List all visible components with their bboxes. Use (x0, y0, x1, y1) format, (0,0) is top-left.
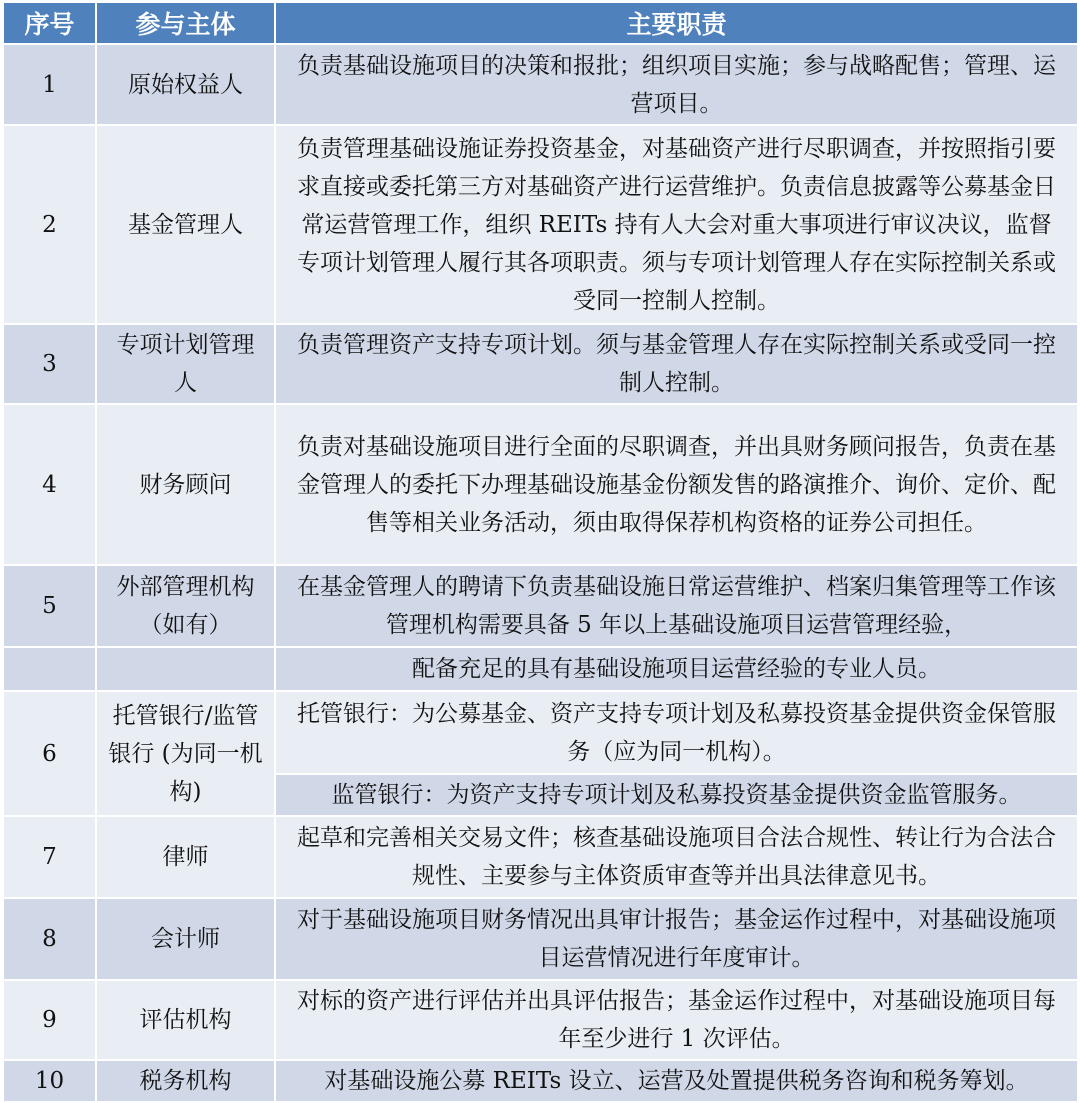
header-entity: 参与主体 (96, 2, 275, 44)
header-duty: 主要职责 (275, 2, 1078, 44)
row-duty: 负责对基础设施项目进行全面的尽职调查，并出具财务顾问报告，负责在基金管理人的委托下办理基础设施基金份额发售的路演推介、询价、定价、配售等相关业务活动，须由取得保荐机构资格的证券公司担任。 (275, 404, 1078, 565)
row-duty: 对基础设施公募 REITs 设立、运营及处置提供税务咨询和税务筹划。 (275, 1060, 1078, 1102)
table-row (3, 565, 1078, 647)
row-entity: 会计师 (96, 898, 275, 980)
row-entity: 基金管理人 (96, 125, 275, 324)
row-duty: 配备充足的具有基础设施项目运营经验的专业人员。 (275, 647, 1078, 691)
table-row (3, 1060, 1078, 1102)
table-row (3, 324, 1078, 404)
table-row (3, 404, 1078, 565)
row-duty: 在基金管理人的聘请下负责基础设施日常运营维护、档案归集管理等工作该管理机构需要具备 5 年以上基础设施项目运营管理经验， (275, 565, 1078, 647)
table-row (3, 44, 1078, 125)
row-duty-secondary: 监管银行：为资产支持专项计划及私募投资基金提供资金监管服务。 (275, 774, 1078, 816)
row-duty: 托管银行：为公募基金、资产支持专项计划及私募投资基金提供资金保管服务（应为同一机构）。 (275, 691, 1078, 774)
row-entity: 托管银行/监管银行 (为同一机构) (96, 691, 275, 816)
row-no: 2 (3, 125, 96, 324)
row-no (3, 647, 96, 691)
header-no: 序号 (3, 2, 96, 44)
row-duty: 对标的资产进行评估并出具评估报告；基金运作过程中，对基础设施项目每年至少进行 1 次评估。 (275, 980, 1078, 1060)
row-entity: 专项计划管理人 (96, 324, 275, 404)
row-duty: 负责基础设施项目的决策和报批；组织项目实施；参与战略配售；管理、运营项目。 (275, 44, 1078, 125)
responsibility-table (2, 1, 1079, 1103)
table-row (3, 816, 1078, 898)
row-no: 7 (3, 816, 96, 898)
table-row (3, 125, 1078, 324)
table-row (3, 980, 1078, 1060)
row-entity: 原始权益人 (96, 44, 275, 125)
row-entity: 评估机构 (96, 980, 275, 1060)
header-row (3, 2, 1078, 44)
row-entity: 财务顾问 (96, 404, 275, 565)
row-duty: 负责管理资产支持专项计划。须与基金管理人存在实际控制关系或受同一控制人控制。 (275, 324, 1078, 404)
table-row (3, 898, 1078, 980)
row-entity (96, 647, 275, 691)
row-no: 6 (3, 691, 96, 816)
row-duty: 对于基础设施项目财务情况出具审计报告；基金运作过程中，对基础设施项目运营情况进行年度审计。 (275, 898, 1078, 980)
row-entity: 外部管理机构（如有） (96, 565, 275, 647)
table-row (3, 691, 1078, 774)
row-duty: 起草和完善相关交易文件；核查基础设施项目合法合规性、转让行为合法合规性、主要参与主体资质审查等并出具法律意见书。 (275, 816, 1078, 898)
row-no: 4 (3, 404, 96, 565)
row-entity: 税务机构 (96, 1060, 275, 1102)
row-no: 3 (3, 324, 96, 404)
row-no: 9 (3, 980, 96, 1060)
row-no: 5 (3, 565, 96, 647)
table-row (3, 647, 1078, 691)
row-no: 1 (3, 44, 96, 125)
row-duty: 负责管理基础设施证券投资基金，对基础资产进行尽职调查，并按照指引要求直接或委托第三方对基础资产进行运营维护。负责信息披露等公募基金日常运营管理工作，组织 REITs 持有人大会对重大事项进行审议决议，监督专项计划管理人履行其各项职责。须与专项计划管理人存在实际控制关系或受同一控制人控制。 (275, 125, 1078, 324)
row-entity: 律师 (96, 816, 275, 898)
row-no: 8 (3, 898, 96, 980)
row-no: 10 (3, 1060, 96, 1102)
